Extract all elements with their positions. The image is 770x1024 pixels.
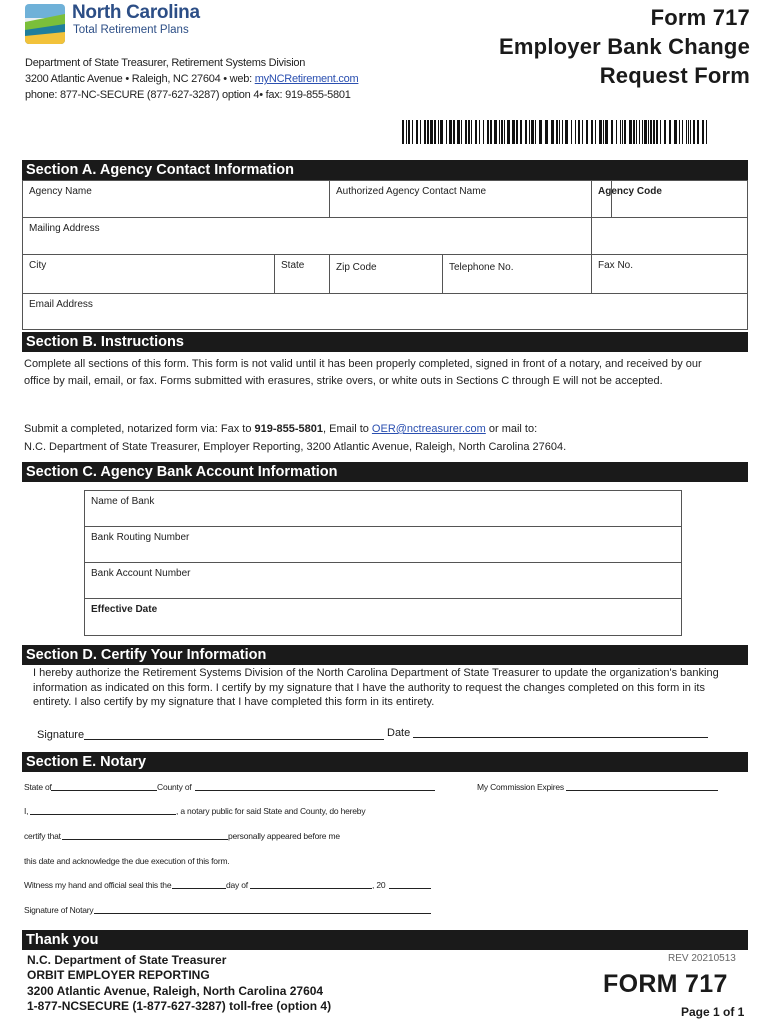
thank-you-header: Thank you bbox=[22, 930, 748, 950]
address-line-3: phone: 877-NC-SECURE (877-627-3287) option 4• fax: 919-855-5801 bbox=[25, 89, 351, 101]
date-label: Date bbox=[387, 727, 411, 739]
state-of-line[interactable] bbox=[51, 790, 157, 791]
page-number: Page 1 of 1 bbox=[681, 1005, 745, 1019]
section-a-grid bbox=[22, 180, 748, 330]
fax-field[interactable]: Fax No. bbox=[591, 254, 748, 294]
logo-subtitle: Total Retirement Plans bbox=[73, 24, 189, 36]
mail-address: N.C. Department of State Treasurer, Employer Reporting, 3200 Atlantic Avenue, Raleigh, North Carolina 27604. bbox=[24, 441, 567, 453]
certify-that-label: certify that bbox=[24, 831, 61, 841]
section-a-header: Section A. Agency Contact Information bbox=[22, 160, 748, 180]
sig-notary-label: Signature of Notary bbox=[24, 905, 94, 915]
revision-label: REV 20210513 bbox=[668, 953, 736, 964]
form-title-2: Employer Bank Change bbox=[499, 34, 750, 59]
form-title-3: Request Form bbox=[599, 63, 750, 88]
agency-name-field[interactable]: Agency Name bbox=[22, 180, 330, 218]
effective-date-field[interactable]: Effective Date bbox=[84, 598, 682, 636]
notary-public-text: , a notary public for said State and County, do hereby bbox=[176, 806, 366, 816]
state-field[interactable]: State bbox=[274, 254, 330, 294]
date-line[interactable] bbox=[413, 737, 708, 738]
day-line[interactable] bbox=[172, 888, 226, 889]
commission-label: My Commission Expires bbox=[477, 782, 564, 792]
address-line-1: Department of State Treasurer, Retirement Systems Division bbox=[25, 57, 306, 69]
county-of-label: County of bbox=[157, 782, 192, 792]
year-line[interactable] bbox=[389, 888, 431, 889]
fax-number: 919-855-5801 bbox=[254, 423, 324, 435]
blank-cell bbox=[591, 217, 748, 255]
notary-name-line[interactable] bbox=[30, 814, 176, 815]
commission-line[interactable] bbox=[566, 790, 718, 791]
state-of-label: State of bbox=[24, 782, 52, 792]
form-number: FORM 717 bbox=[603, 970, 728, 998]
account-number-field[interactable]: Bank Account Number bbox=[84, 562, 682, 599]
mailing-address-field[interactable]: Mailing Address bbox=[22, 217, 592, 255]
barcode-icon bbox=[402, 120, 710, 144]
zip-field[interactable]: Zip Code bbox=[329, 254, 443, 294]
telephone-field[interactable]: Telephone No. bbox=[442, 254, 592, 294]
submit-line: Submit a completed, notarized form via: Fax to 919-855-5801, Email to OER@nctreasurer.com or mail to: bbox=[24, 423, 538, 435]
footer-line-3: 3200 Atlantic Avenue, Raleigh, North Carolina 27604 bbox=[27, 984, 324, 998]
footer-line-2: ORBIT EMPLOYER REPORTING bbox=[27, 968, 210, 982]
witness-label: Witness my hand and official seal this the bbox=[24, 880, 172, 890]
section-b-header: Section B. Instructions bbox=[22, 332, 748, 352]
year-label: , 20 bbox=[372, 880, 386, 890]
this-date-text: this date and acknowledge the due execution of this form. bbox=[24, 856, 230, 866]
city-field[interactable]: City bbox=[22, 254, 275, 294]
signature-label: Signature bbox=[37, 729, 85, 741]
i-label: I, bbox=[24, 806, 29, 816]
email-field[interactable]: Email Address bbox=[22, 293, 748, 330]
email-link[interactable]: OER@nctreasurer.com bbox=[371, 423, 486, 435]
day-of-label: day of bbox=[226, 880, 248, 890]
certify-text: I hereby authorize the Retirement Systems Division of the North Carolina Department of State Treasurer to update the organization's banking information as indicated on this form. I certify by my signature that I have the authority to request the changes completed on this form in its entirety. I also certify by my signature that I have completed this form in its entirety. bbox=[33, 667, 719, 708]
section-c-header: Section C. Agency Bank Account Information bbox=[22, 462, 748, 482]
footer-line-4: 1-877-NCSECURE (1-877-627-3287) toll-free (option 4) bbox=[27, 999, 332, 1013]
routing-number-field[interactable]: Bank Routing Number bbox=[84, 526, 682, 563]
county-of-line[interactable] bbox=[195, 790, 435, 791]
month-line[interactable] bbox=[250, 888, 372, 889]
signature-line[interactable] bbox=[84, 739, 384, 740]
section-e-header: Section E. Notary bbox=[22, 752, 748, 772]
certify-that-line[interactable] bbox=[62, 839, 228, 840]
agency-code-field[interactable]: Agency Code bbox=[591, 180, 748, 218]
instructions-text: Complete all sections of this form. This form is not valid until it has been properly completed, signed in front of a notary, and received by our office by mail, email, or fax. Forms submitted with erasures, strike overs, or white outs in Sections C through E will not be accepted. bbox=[24, 358, 702, 387]
nc-logo-icon bbox=[25, 4, 65, 44]
section-d-header: Section D. Certify Your Information bbox=[22, 645, 748, 665]
footer-line-1: N.C. Department of State Treasurer bbox=[27, 953, 227, 967]
logo-title: North Carolina bbox=[72, 2, 200, 23]
sig-notary-line[interactable] bbox=[94, 913, 431, 914]
web-link[interactable]: myNCRetirement.com bbox=[254, 73, 359, 85]
section-c-grid bbox=[84, 490, 682, 636]
address-line-2: 3200 Atlantic Avenue • Raleigh, NC 27604 • web: myNCRetirement.com bbox=[25, 73, 359, 85]
form-title-1: Form 717 bbox=[650, 5, 750, 30]
personally-text: personally appeared before me bbox=[228, 831, 340, 841]
bank-name-field[interactable]: Name of Bank bbox=[84, 490, 682, 527]
contact-name-field[interactable]: Authorized Agency Contact Name bbox=[329, 180, 612, 218]
